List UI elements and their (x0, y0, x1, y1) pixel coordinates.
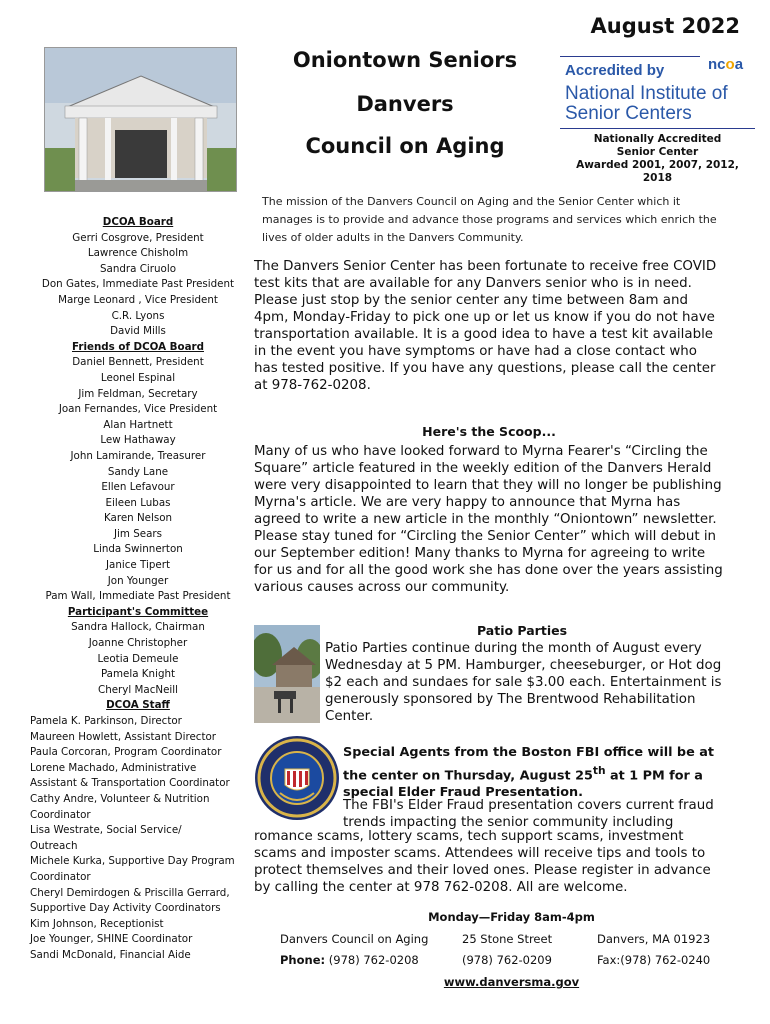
newsletter-title: Oniontown Seniors (292, 48, 518, 72)
scoop-heading: Here's the Scoop... (422, 424, 556, 439)
staff-list-item: Ellen Lefavour (101, 481, 175, 494)
town-name: Danvers (356, 92, 454, 116)
org-line-1: National Institute of (565, 83, 728, 104)
staff-list-item: Outreach (30, 839, 78, 852)
staff-list-item: Janice Tipert (106, 559, 170, 572)
staff-list-item: Assistant & Transportation Coordinator (30, 777, 230, 790)
footer-city: Danvers, MA 01923 (597, 932, 711, 946)
organization-name: Council on Aging (305, 134, 505, 158)
staff-list-item: Jim Sears (114, 527, 162, 540)
board-list (30, 231, 246, 340)
staff-list-item: John Lamirande, Treasurer (70, 449, 206, 462)
ncoa-logo-text-o: o (725, 56, 735, 73)
staff-list-item: Supportive Day Activity Coordinators (30, 902, 221, 915)
fbi-date-suffix: th (592, 763, 606, 777)
staff-list-item: Don Gates, Immediate Past President (41, 278, 235, 291)
note-line-1: Nationally Accredited (593, 133, 722, 145)
covid-test-kits-article: The Danvers Senior Center has been fortunate to receive free COVID test kits that are available for any Danvers senior who is in need. Please just stop by the senior center any time between 8am and 4pm, Monday-Friday to pick one up or let us know if you do not have transportation available. It is a good idea to have a test kit available in the event you have symptoms or have had a close contact who has tested positive. If you have any questions, please call the center at 978-762-0208. (254, 259, 717, 393)
fbi-announcement-bold (343, 744, 723, 802)
staff-list-item: Cheryl MacNeill (98, 683, 178, 696)
fbi-bold-part1: Special Agents from the Boston FBI office will be at the center on Thursday, August 25 (343, 745, 714, 783)
footer-phone (280, 953, 419, 967)
staff-list-item: Lawrence Chisholm (87, 247, 189, 260)
staff-list-item: Maureen Howlett, Assistant Director (30, 730, 217, 743)
staff-list-item: Sandra Ciruolo (100, 262, 176, 275)
staff-list-item: Jon Younger (107, 574, 169, 587)
staff-list-item: Sandy Lane (107, 465, 169, 478)
staff-list-item: Eileen Lubas (105, 496, 171, 509)
staff-list-item: Cathy Andre, Volunteer & Nutrition (30, 792, 210, 805)
staff-list-item: Pamela K. Parkinson, Director (30, 715, 182, 727)
note-line-2: Senior Center (616, 146, 699, 158)
fbi-article-intro: The FBI's Elder Fraud presentation covers current fraud trends impacting the senior community including (343, 798, 714, 830)
staff-list-item: Gerri Cosgrove, President (72, 231, 204, 244)
friends-heading: Friends of DCOA Board (72, 340, 204, 353)
staff-list-item: Alan Hartnett (103, 418, 173, 431)
staff-list-item: Daniel Bennett, President (72, 356, 204, 369)
staff-list-item: Pam Wall, Immediate Past President (45, 590, 231, 603)
fbi-bold-part2: at 1 PM for a special Elder Fraud Presentation. (343, 767, 703, 801)
staff-list-item: Joe Younger, SHINE Coordinator (30, 933, 193, 946)
patio-heading: Patio Parties (476, 623, 568, 638)
issue-date: August 2022 (590, 14, 740, 38)
footer-phone-2: (978) 762-0209 (462, 953, 552, 967)
phone-label: Phone: (280, 953, 326, 967)
participants-list (30, 620, 246, 698)
scoop-article: Many of us who have looked forward to Myrna Fearer's “Circling the Square” article featured in the weekly edition of the Danvers Herald were very disappointed to learn that they will no longer be publishing Myrna's article. We are very happy to announce that Myrna has agreed to write a new article in the monthly “Oniontown” newsletter. Please stay tuned for “Circling the Senior Center” which will debut in our September edition! Many thanks to Myrna for agreeing to write for us and for all the good work she has done over the years assisting various causes across our community. (254, 444, 723, 595)
staff-list-item: Marge Leonard , Vice President (58, 293, 218, 306)
footer-fax: Fax:(978) 762-0240 (597, 953, 711, 967)
senior-center-photo (44, 47, 237, 192)
fbi-article-body: romance scams, lottery scams, tech support scams, investment scams and imposter scams. Attendees will receive tips and tools to protect themselves and their loved ones. Please register in advance by calling the center at 978 762-0208. All are welcome. (254, 829, 711, 895)
staff-list-item: Coordinator (30, 870, 91, 883)
staff-list-item: Kim Johnson, Receptionist (30, 917, 164, 930)
staff-list-item: Pamela Knight (100, 668, 176, 681)
staff-list-item: Coordinator (30, 808, 91, 821)
staff-list-item: Joan Fernandes, Vice President (58, 403, 218, 416)
staff-list-item: Lew Hathaway (100, 434, 176, 447)
staff-list-item: David Mills (110, 325, 166, 338)
staff-list-item: Jim Feldman, Secretary (78, 387, 198, 400)
staff-list-item: Sandra Hallock, Chairman (71, 621, 205, 634)
accredited-by-label: Accredited by (565, 62, 665, 79)
note-line-4: 2018 (642, 172, 673, 184)
staff-list-item: Leotia Demeule (97, 652, 179, 665)
footer-website (254, 975, 769, 989)
staff-list (30, 714, 246, 964)
footer-street: 25 Stone Street (462, 932, 553, 946)
staff-list-item: Joanne Christopher (88, 637, 188, 650)
ncoa-logo (708, 56, 743, 73)
staff-column (30, 215, 246, 964)
logo-rule-top (560, 56, 700, 57)
phone-number: (978) 762-0208 (325, 953, 419, 967)
staff-list-item: Linda Swinnerton (93, 543, 183, 556)
staff-list-item: Cheryl Demirdogen & Priscilla Gerrard, (30, 886, 230, 899)
staff-list-item: C.R. Lyons (111, 309, 165, 322)
ncoa-logo-text-b: a (734, 56, 744, 73)
staff-heading: DCOA Staff (106, 699, 170, 712)
staff-list-item: Sandi McDonald, Financial Aide (30, 948, 191, 961)
patio-photo (254, 625, 320, 723)
accreditation-org-name (565, 84, 755, 124)
org-line-2: Senior Centers (565, 103, 692, 124)
staff-list-item: Lisa Westrate, Social Service/ (30, 824, 182, 837)
logo-rule-bottom (560, 128, 755, 129)
accreditation-note (570, 133, 745, 185)
staff-list-item: Michele Kurka, Supportive Day Program (30, 855, 235, 868)
staff-list-item: Karen Nelson (103, 512, 173, 525)
mission-statement: The mission of the Danvers Council on Aging and the Senior Center which it manages is to provide and advance those programs and services which enrich the lives of older adults in the Danvers Community. (262, 195, 717, 244)
note-line-3: Awarded 2001, 2007, 2012, (576, 159, 739, 171)
participants-heading: Participant's Committee (67, 605, 209, 618)
accreditation-logo (560, 52, 755, 130)
website-link[interactable]: www.danversma.gov (443, 975, 580, 989)
staff-list-item: Paula Corcoran, Program Coordinator (30, 746, 222, 759)
friends-list (30, 355, 246, 605)
office-hours: Monday—Friday 8am-4pm (428, 910, 595, 924)
staff-list-item: Lorene Machado, Administrative (30, 761, 197, 774)
ncoa-logo-text-a: nc (708, 56, 726, 73)
patio-article: Patio Parties continue during the month of August every Wednesday at 5 PM. Hamburger, cheeseburger, or Hot dog $2 each and sundaes for sale $3.00 each. Entertainment is generously sponsored by The Brentwood Rehabilitation Center. (325, 641, 722, 724)
board-heading: DCOA Board (102, 216, 174, 228)
fbi-seal-icon (254, 735, 340, 821)
staff-list-item: Leonel Espinal (100, 371, 176, 384)
footer-org-name: Danvers Council on Aging (280, 932, 429, 946)
